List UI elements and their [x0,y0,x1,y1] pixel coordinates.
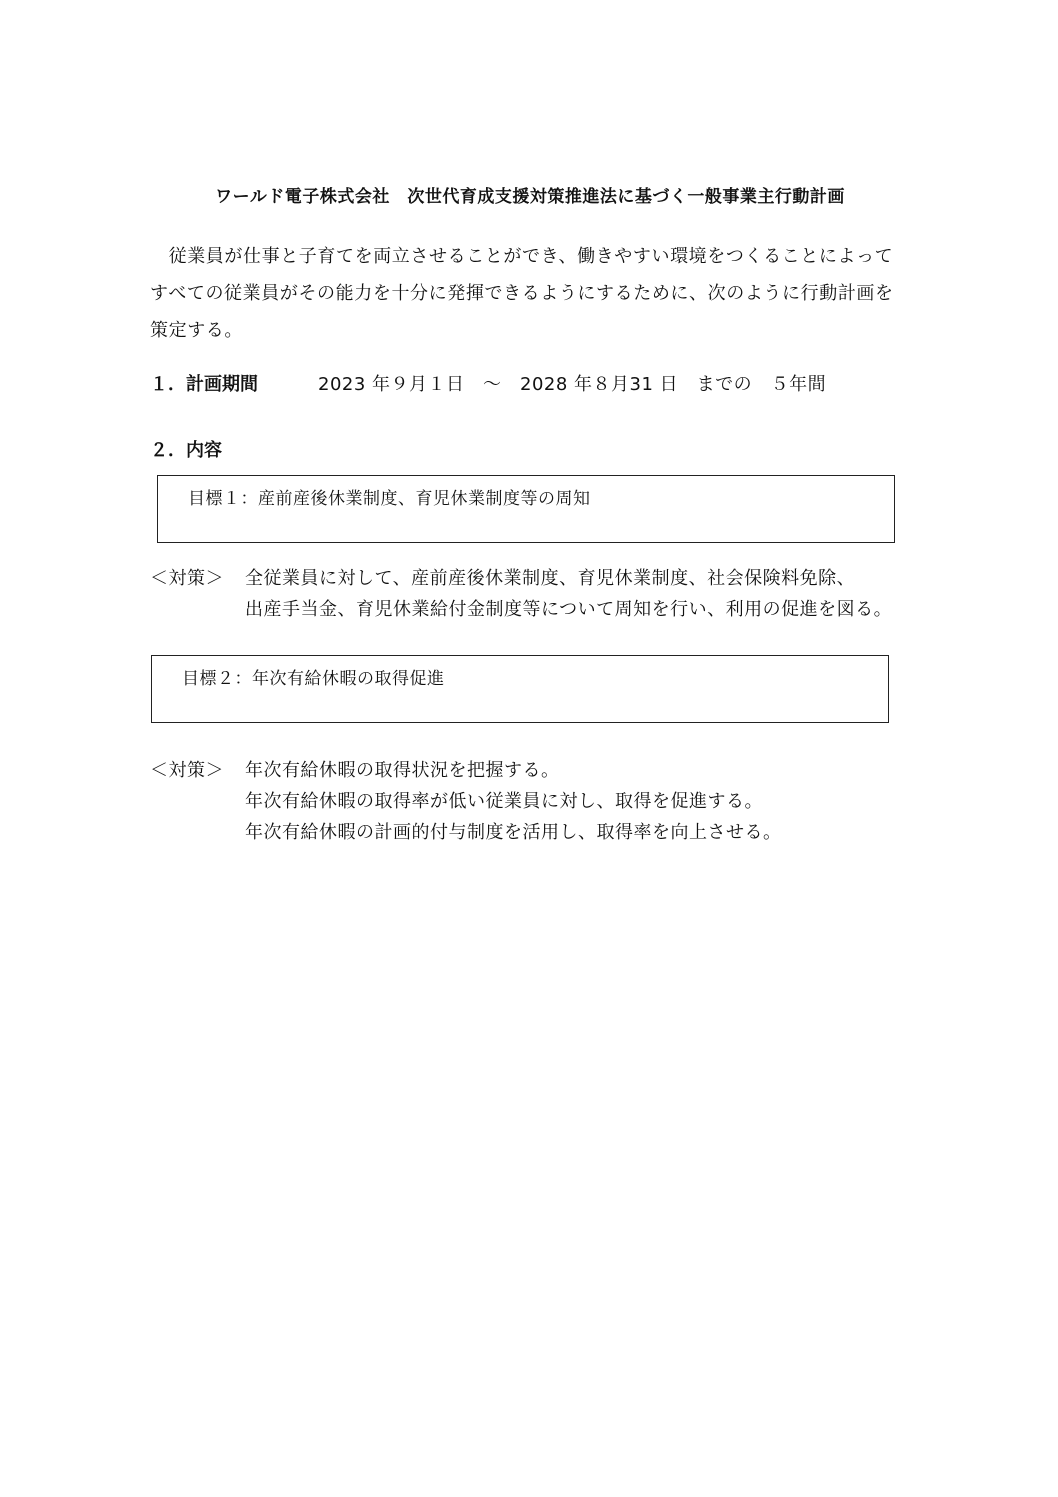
plan-period-heading: １．計画期間 [150,374,258,395]
intro-line: すべての従業員がその能力を十分に発揮できるようにするために、次のように行動計画を [150,283,894,304]
intro-line: 従業員が仕事と子育てを両立させることができ、働きやすい環境をつくることによって [150,246,894,267]
measure-line: 年次有給休暇の計画的付与制度を活用し、取得率を向上させる。 [245,822,782,843]
goal-2-title: 目標２：年次有給休暇の取得促進 [182,669,445,689]
goal-1-box [157,475,895,543]
measure-label: ＜対策＞ [150,568,224,589]
plan-period-value: 2023 年９月１日 ～ 2028 年８月31 日 までの ５年間 [318,374,827,395]
measure-label: ＜対策＞ [150,760,224,781]
measure-lines [245,563,892,625]
measure-line: 出産手当金、育児休業給付金制度等について周知を行い、利用の促進を図る。 [245,599,893,620]
document-title: ワールド電子株式会社 次世代育成支援対策推進法に基づく一般事業主行動計画 [215,187,845,207]
measure-line: 年次有給休暇の取得率が低い従業員に対し、取得を促進する。 [245,791,763,812]
goal-2-box [151,655,889,723]
goal-1-title: 目標１：産前産後休業制度、育児休業制度等の周知 [188,489,591,509]
contents-heading: ２．内容 [150,440,222,461]
measure-line: 年次有給休暇の取得状況を把握する。 [245,760,560,781]
measure-line: 全従業員に対して、産前産後休業制度、育児休業制度、社会保険料免除、 [245,568,856,589]
measure-lines [245,755,782,848]
intro-paragraph [150,238,920,349]
intro-line: 策定する。 [150,320,243,341]
